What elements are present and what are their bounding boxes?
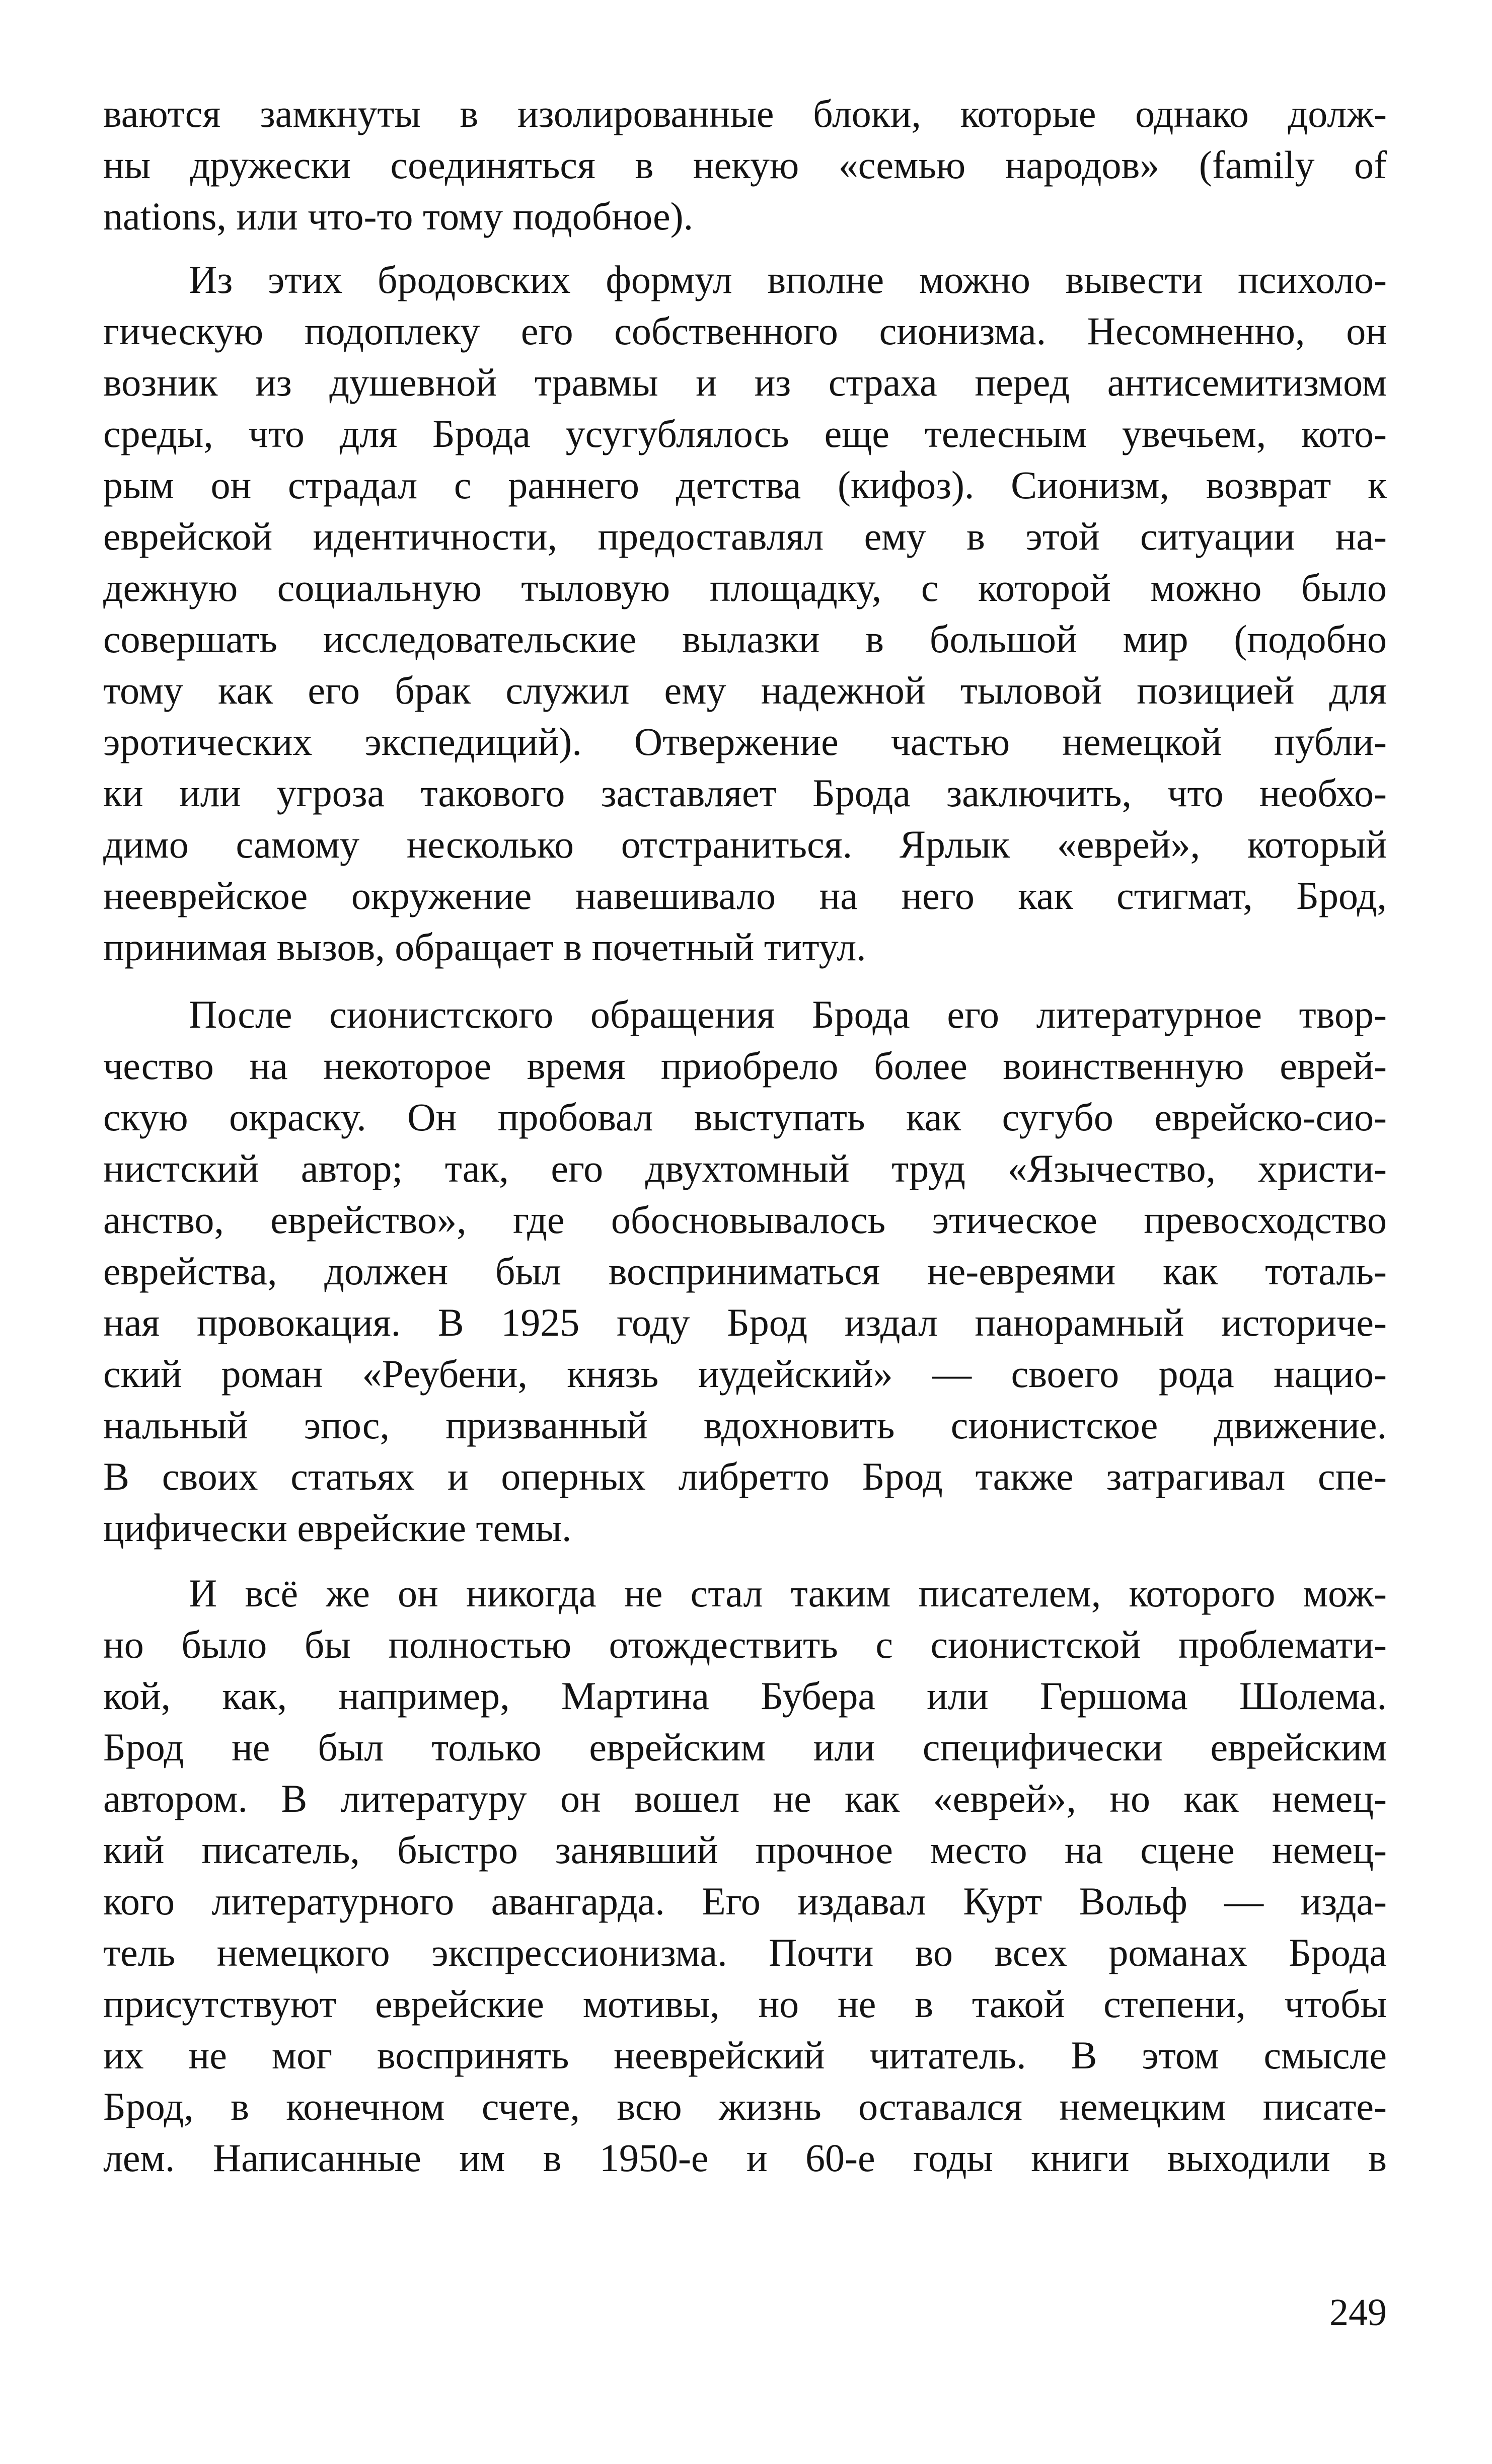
text-line: гическую подоплеку его собственного сионизма. Несомненно, он [103,309,1387,353]
text-line: И всё же он никогда не стал таким писателем, которого мож- [189,1571,1387,1615]
text-line: эротических экспедиций). Отвержение частью немецкой публи- [103,720,1387,763]
text-line: Брод, в конечном счете, всю жизнь оставался немецким писате- [103,2085,1387,2128]
text-line: дежную социальную тыловую площадку, с которой можно было [103,566,1387,609]
text-line: скую окраску. Он пробовал выступать как сугубо еврейско-сио- [103,1095,1387,1139]
page-body [103,88,1387,2383]
text-line: нальный эпос, призванный вдохновить сионистское движение. [103,1403,1387,1447]
text-line: совершать исследовательские вылазки в большой мир (подобно [103,617,1387,661]
text-line: их не мог воспринять нееврейский читатель. В этом смысле [103,2033,1387,2077]
text-line: После сионистского обращения Брода его литературное твор- [189,992,1387,1036]
text-line: нееврейское окружение навешивало на него как стигмат, Брод, [103,874,1387,917]
text-line: nations, или что-то тому подобное). [103,194,694,238]
text-line: ная провокация. В 1925 году Брод издал панорамный историче- [103,1300,1387,1344]
text-line: цифически еврейские темы. [103,1506,572,1550]
text-line: кий писатель, быстро занявший прочное место на сцене немец- [103,1828,1387,1872]
text-line: нистский автор; так, его двухтомный труд «Язычество, христи- [103,1146,1387,1190]
text-line: среды, что для Брода усугублялось еще телесным увечьем, кото- [103,412,1387,455]
text-line: возник из душевной травмы и из страха перед антисемитизмом [103,360,1387,404]
text-line: присутствуют еврейские мотивы, но не в такой степени, чтобы [103,1982,1387,2026]
text-line: еврейской идентичности, предоставлял ему в этой ситуации на- [103,514,1387,558]
text-line: лем. Написанные им в 1950-е и 60-е годы книги выходили в [103,2136,1387,2180]
text-line: ваются замкнуты в изолированные блоки, которые однако долж- [103,92,1387,135]
text-line: еврейства, должен был восприниматься не-евреями как тоталь- [103,1249,1387,1293]
text-line: принимая вызов, обращает в почетный титул. [103,925,866,969]
text-line: чество на некоторое время приобрело более воинственную еврей- [103,1044,1387,1088]
text-line: димо самому несколько отстраниться. Ярлык «еврей», который [103,822,1387,866]
page-number: 249 [1329,2291,1387,2334]
text-line: кой, как, например, Мартина Бубера или Гершома Шолема. [103,1674,1387,1718]
text-line: тому как его брак служил ему надежной тыловой позицией для [103,668,1387,712]
text-line: анство, еврейство», где обосновывалось этическое превосходство [103,1198,1387,1242]
text-line: В своих статьях и оперных либретто Брод также затрагивал спе- [103,1454,1387,1498]
text-line: ны дружески соединяться в некую «семью народов» (family of [103,143,1387,187]
text-line: но было бы полностью отождествить с сионистской проблемати- [103,1623,1387,1666]
text-line: ский роман «Реубени, князь иудейский» — своего рода нацио- [103,1352,1387,1396]
text-line: ки или угроза такового заставляет Брода заключить, что необхо- [103,771,1387,815]
text-line: рым он страдал с раннего детства (кифоз). Сионизм, возврат к [103,463,1387,507]
text-line: Брод не был только еврейским или специфически еврейским [103,1725,1387,1769]
text-line: тель немецкого экспрессионизма. Почти во всех романах Брода [103,1931,1387,1974]
text-line: автором. В литературу он вошел не как «еврей», но как немец- [103,1777,1387,1820]
text-line: кого литературного авангарда. Его издавал Курт Вольф — изда- [103,1879,1387,1923]
text-line: Из этих бродовских формул вполне можно вывести психоло- [189,258,1387,301]
